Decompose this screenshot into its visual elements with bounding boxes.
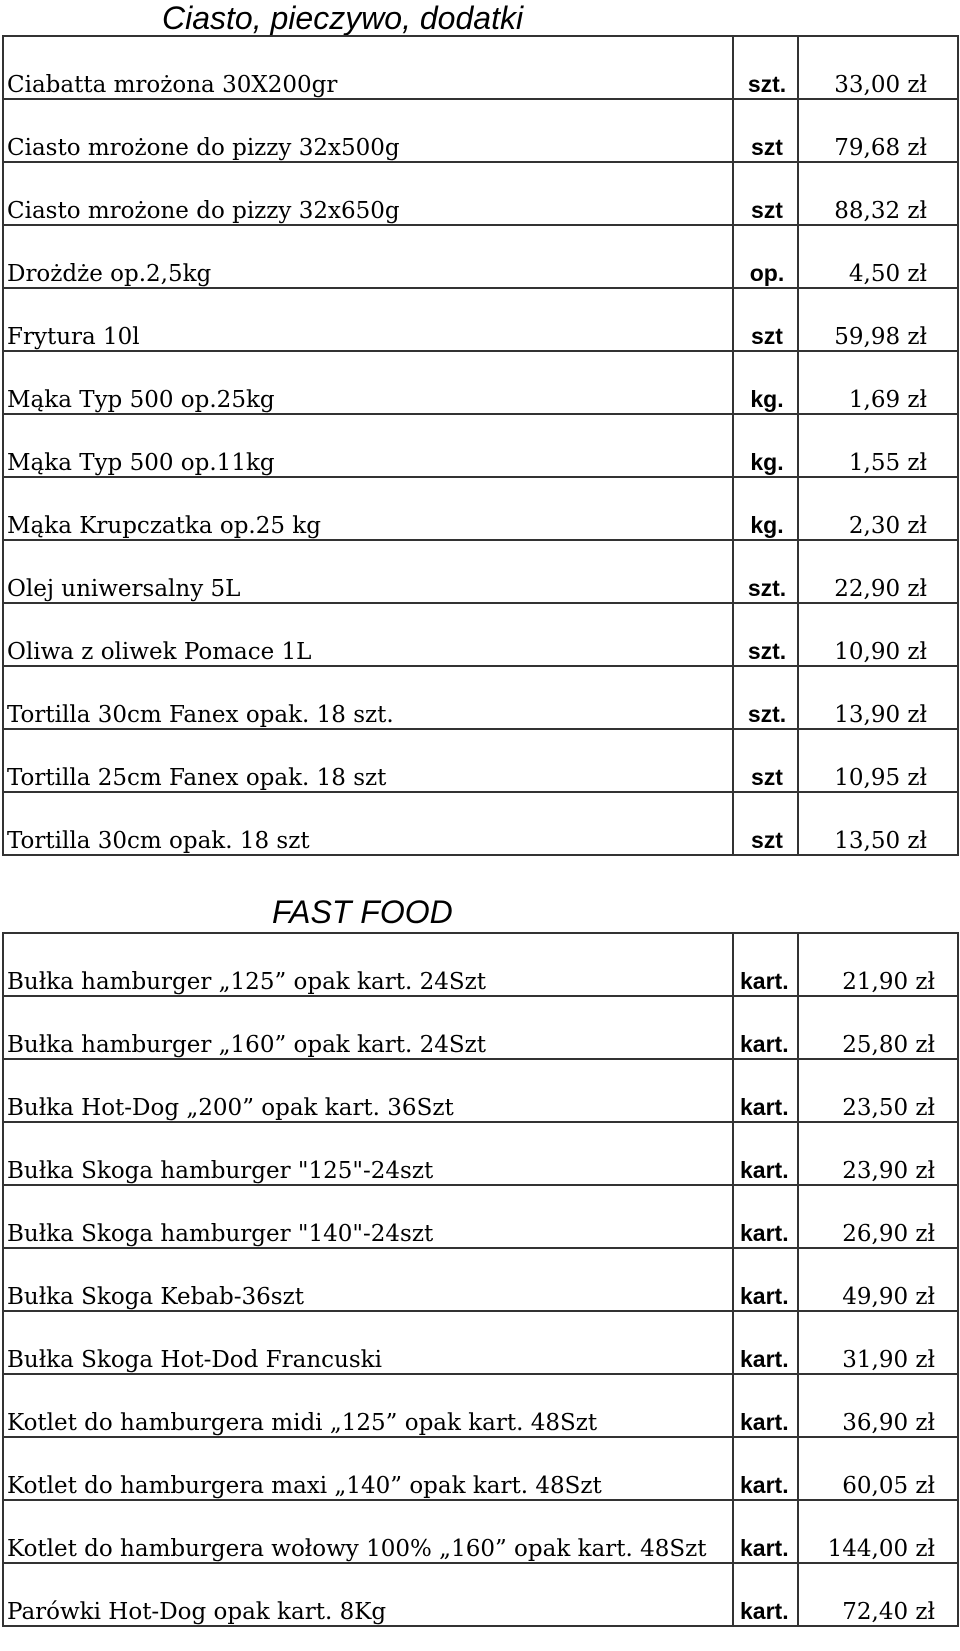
product-name-cell: Frytura 10l [3, 288, 733, 351]
table-row [3, 1185, 958, 1248]
table-row [3, 1437, 958, 1500]
product-name-cell: Oliwa z oliwek Pomace 1L [3, 603, 733, 666]
product-name-cell: Parówki Hot-Dog opak kart. 8Kg [3, 1563, 733, 1626]
price-cell: 72,40 zł [798, 1563, 958, 1626]
table-row [3, 225, 958, 288]
product-name-cell: Ciasto mrożone do pizzy 32x500g [3, 99, 733, 162]
price-cell: 25,80 zł [798, 996, 958, 1059]
product-name-cell: Kotlet do hamburgera maxi „140” opak kart. 48Szt [3, 1437, 733, 1500]
product-name-cell: Tortilla 30cm Fanex opak. 18 szt. [3, 666, 733, 729]
price-cell: 144,00 zł [798, 1500, 958, 1563]
price-cell: 31,90 zł [798, 1311, 958, 1374]
table-row [3, 996, 958, 1059]
price-cell: 33,00 zł [798, 36, 958, 99]
unit-cell: kart. [733, 1437, 798, 1500]
price-cell: 21,90 zł [798, 933, 958, 996]
product-name-cell: Kotlet do hamburgera wołowy 100% „160” opak kart. 48Szt [3, 1500, 733, 1563]
table-row [3, 414, 958, 477]
product-name-cell: Drożdże op.2,5kg [3, 225, 733, 288]
unit-cell: szt [733, 792, 798, 855]
table-row [3, 1311, 958, 1374]
product-name-cell: Olej uniwersalny 5L [3, 540, 733, 603]
product-name-cell: Bułka Skoga Hot-Dod Francuski [3, 1311, 733, 1374]
price-table [2, 35, 959, 856]
price-cell: 60,05 zł [798, 1437, 958, 1500]
price-cell: 13,90 zł [798, 666, 958, 729]
price-cell: 2,30 zł [798, 477, 958, 540]
table-row [3, 540, 958, 603]
product-name-cell: Ciasto mrożone do pizzy 32x650g [3, 162, 733, 225]
table-row [3, 933, 958, 996]
price-cell: 88,32 zł [798, 162, 958, 225]
unit-cell: kart. [733, 1248, 798, 1311]
table-row [3, 1059, 958, 1122]
product-name-cell: Bułka hamburger „125” opak kart. 24Szt [3, 933, 733, 996]
product-name-cell: Bułka Skoga hamburger "140"-24szt [3, 1185, 733, 1248]
price-cell: 10,90 zł [798, 603, 958, 666]
unit-cell: szt [733, 729, 798, 792]
price-cell: 36,90 zł [798, 1374, 958, 1437]
price-table [2, 932, 959, 1627]
unit-cell: kg. [733, 351, 798, 414]
section-title: FAST FOOD [272, 894, 453, 930]
unit-cell: szt. [733, 36, 798, 99]
price-cell: 79,68 zł [798, 99, 958, 162]
table-row [3, 36, 958, 99]
product-name-cell: Bułka hamburger „160” opak kart. 24Szt [3, 996, 733, 1059]
price-cell: 23,50 zł [798, 1059, 958, 1122]
unit-cell: kg. [733, 414, 798, 477]
product-name-cell: Mąka Typ 500 op.25kg [3, 351, 733, 414]
product-name-cell: Tortilla 30cm opak. 18 szt [3, 792, 733, 855]
unit-cell: kart. [733, 933, 798, 996]
table-row [3, 1374, 958, 1437]
unit-cell: kart. [733, 1563, 798, 1626]
table-row [3, 162, 958, 225]
unit-cell: kart. [733, 1185, 798, 1248]
table-row [3, 1122, 958, 1185]
unit-cell: kart. [733, 1311, 798, 1374]
unit-cell: kart. [733, 996, 798, 1059]
unit-cell: kg. [733, 477, 798, 540]
unit-cell: szt. [733, 540, 798, 603]
unit-cell: szt. [733, 603, 798, 666]
product-name-cell: Ciabatta mrożona 30X200gr [3, 36, 733, 99]
unit-cell: kart. [733, 1374, 798, 1437]
product-name-cell: Mąka Krupczatka op.25 kg [3, 477, 733, 540]
unit-cell: kart. [733, 1122, 798, 1185]
table-row [3, 729, 958, 792]
unit-cell: szt [733, 288, 798, 351]
table-row [3, 1248, 958, 1311]
table-row [3, 1500, 958, 1563]
unit-cell: szt [733, 99, 798, 162]
price-cell: 23,90 zł [798, 1122, 958, 1185]
price-cell: 1,69 zł [798, 351, 958, 414]
price-cell: 49,90 zł [798, 1248, 958, 1311]
unit-cell: szt [733, 162, 798, 225]
table-row [3, 1563, 958, 1626]
table-row [3, 288, 958, 351]
unit-cell: szt. [733, 666, 798, 729]
price-cell: 4,50 zł [798, 225, 958, 288]
price-cell: 59,98 zł [798, 288, 958, 351]
product-name-cell: Bułka Hot-Dog „200” opak kart. 36Szt [3, 1059, 733, 1122]
table-row [3, 351, 958, 414]
table-row [3, 666, 958, 729]
section-title: Ciasto, pieczywo, dodatki [162, 0, 524, 36]
price-cell: 1,55 zł [798, 414, 958, 477]
unit-cell: kart. [733, 1059, 798, 1122]
product-name-cell: Mąka Typ 500 op.11kg [3, 414, 733, 477]
product-name-cell: Bułka Skoga Kebab-36szt [3, 1248, 733, 1311]
table-row [3, 603, 958, 666]
table-row [3, 477, 958, 540]
price-cell: 13,50 zł [798, 792, 958, 855]
product-name-cell: Kotlet do hamburgera midi „125” opak kart. 48Szt [3, 1374, 733, 1437]
unit-cell: op. [733, 225, 798, 288]
price-cell: 22,90 zł [798, 540, 958, 603]
price-cell: 10,95 zł [798, 729, 958, 792]
unit-cell: kart. [733, 1500, 798, 1563]
table-row [3, 792, 958, 855]
product-name-cell: Bułka Skoga hamburger "125"-24szt [3, 1122, 733, 1185]
price-cell: 26,90 zł [798, 1185, 958, 1248]
product-name-cell: Tortilla 25cm Fanex opak. 18 szt [3, 729, 733, 792]
table-row [3, 99, 958, 162]
